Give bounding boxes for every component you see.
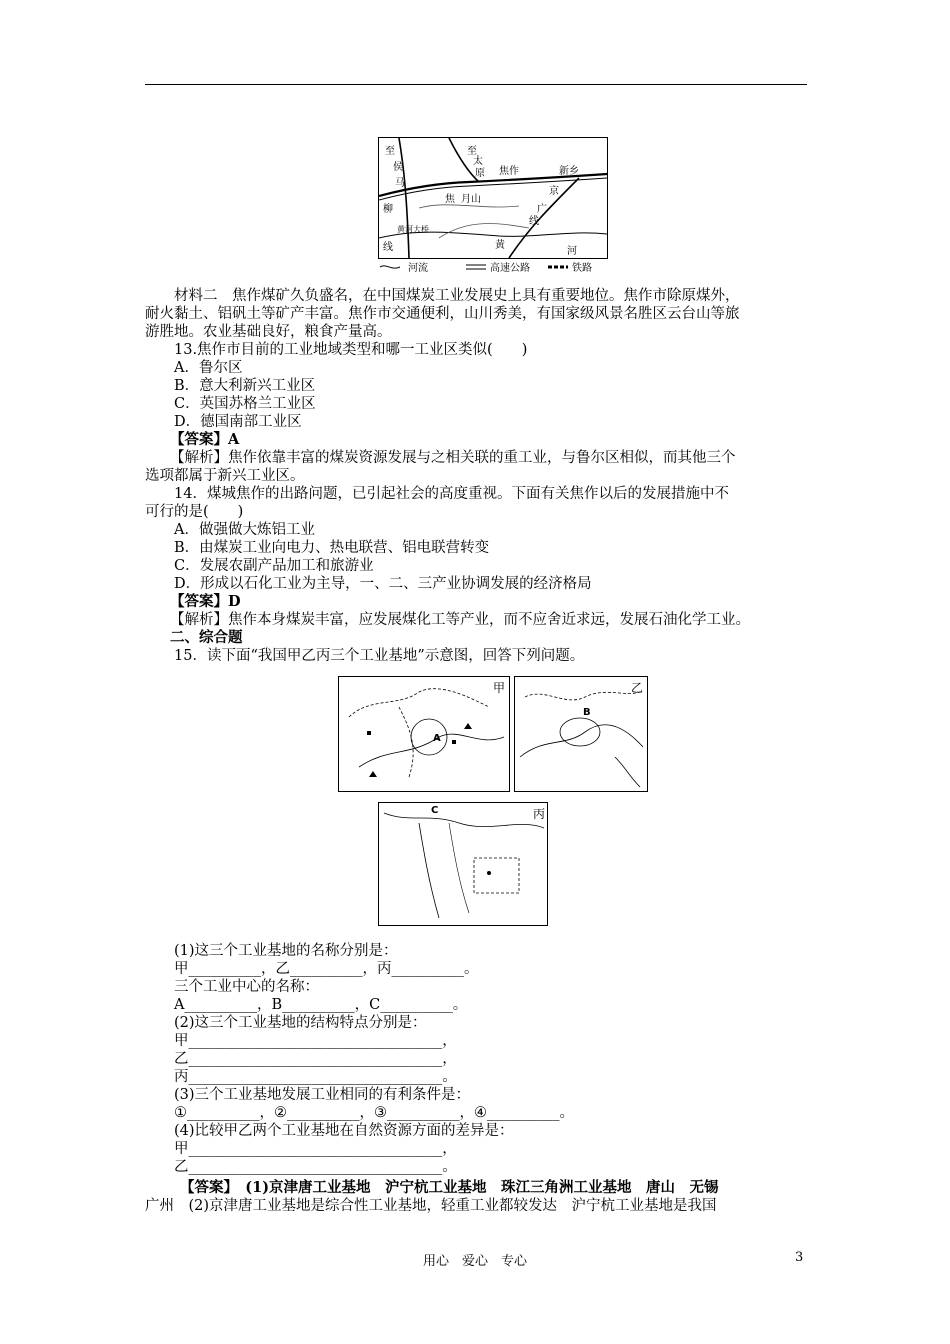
map-bing-center-c: C <box>431 805 439 816</box>
map1-label-13: 柳 <box>383 204 393 215</box>
q14-stem-2: 可行的是( ) <box>145 504 244 520</box>
q15-p1b: 三个工业中心的名称： <box>174 979 319 995</box>
q13-stem: 13.焦作市目前的工业地域类型和哪一工业区类似( ) <box>174 342 528 358</box>
map1-label-4: 太 <box>473 156 483 167</box>
map-jia-graphic <box>339 677 509 791</box>
q15-p3-blanks: ①__________，②__________，③__________，④__________。 <box>174 1105 574 1121</box>
q13-option-b: B．意大利新兴工业区 <box>174 378 316 394</box>
map1-label-7: 新乡 <box>559 166 579 177</box>
map-jia-center-a: A <box>433 733 441 744</box>
map1-label-5: 原 <box>475 168 485 179</box>
material2-line1: 材料二 焦作煤矿久负盛名，在中国煤炭工业发展史上具有重要地位。焦作市除原煤外， <box>174 288 740 304</box>
q15-p1-blanks: 甲__________，乙__________，丙__________。 <box>174 961 479 977</box>
q15-p4-yi: 乙___________________________________。 <box>174 1159 457 1175</box>
map1-label-10: 月山 <box>461 194 481 205</box>
q14-analysis: 【解析】焦作本身煤炭丰富，应发展煤化工等产业，而不应舍近求远，发展石油化学工业。 <box>170 612 750 628</box>
map1-label-3: 至 <box>467 146 477 157</box>
map-yi-graphic <box>515 677 647 791</box>
legend-river: 河流 <box>408 263 428 274</box>
q13-answer: 【答案】A <box>170 431 240 448</box>
q15-p1: (1)这三个工业基地的名称分别是： <box>174 943 398 959</box>
map-bing <box>378 802 548 926</box>
q14-option-d: D．形成以石化工业为主导，一、二、三产业协调发展的经济格局 <box>174 576 592 592</box>
map1-label-8: 京 <box>549 186 559 197</box>
q14-option-c: C．发展农副产品加工和旅游业 <box>174 558 374 574</box>
material2-line2: 耐火黏土、铝矾土等矿产丰富。焦作市交通便利，山川秀美，有国家级风景名胜区云台山等旅 <box>145 306 740 322</box>
q13-option-c: C．英国苏格兰工业区 <box>174 396 316 412</box>
legend-railway: 铁路 <box>572 263 592 274</box>
q13-analysis-2: 选项都属于新兴工业区。 <box>145 468 305 484</box>
q15-p2-yi: 乙___________________________________， <box>174 1051 457 1067</box>
q14-stem-1: 14．煤城焦作的出路问题，已引起社会的高度重视。下面有关焦作以后的发展措施中不 <box>174 486 729 502</box>
q15-p4: (4)比较甲乙两个工业基地在自然资源方面的差异是： <box>174 1123 514 1139</box>
map1-label-1: 侯 <box>393 162 403 173</box>
map-yi <box>514 676 648 792</box>
map-jia-title: 甲 <box>492 681 505 695</box>
q13-option-d: D．德国南部工业区 <box>174 414 302 430</box>
map1-label-17: 河 <box>567 246 577 257</box>
q14-answer: 【答案】D <box>170 593 241 610</box>
map-bing-graphic <box>379 803 547 925</box>
map-yi-center-b: B <box>583 707 591 718</box>
page-number: 3 <box>795 1250 804 1265</box>
q14-option-a: A．做强做大炼铝工业 <box>174 522 315 538</box>
map1-label-14: 黄河大桥 <box>397 225 429 234</box>
map1-label-12: 线 <box>529 216 539 227</box>
q15-stem: 15．读下面“我国甲乙丙三个工业基地”示意图，回答下列问题。 <box>174 648 585 664</box>
q15-p3: (3)三个工业基地发展工业相同的有利条件是： <box>174 1087 471 1103</box>
page-footer: 用心 爱心 专心 <box>422 1254 527 1269</box>
legend-highway: 高速公路 <box>490 263 530 274</box>
q15-p2: (2)这三个工业基地的结构特点分别是： <box>174 1015 427 1031</box>
material2-line3: 游胜地。农业基础良好，粮食产量高。 <box>145 324 392 340</box>
map1-label-15: 线 <box>383 242 393 253</box>
q15-p4-jia: 甲___________________________________， <box>174 1141 457 1157</box>
map1-label-16: 黄 <box>495 240 505 251</box>
map1-label-2: 马 <box>395 178 405 189</box>
q15-answer-1: 【答案】 (1)京津唐工业基地 沪宁杭工业基地 珠江三角洲工业基地 唐山 无锡 <box>180 1179 719 1196</box>
map-bing-title: 丙 <box>532 807 545 821</box>
q15-p2-jia: 甲___________________________________， <box>174 1033 457 1049</box>
q13-analysis-1: 【解析】焦作依靠丰富的煤炭资源发展与之相关联的重工业，与鲁尔区相似，而其他三个 <box>170 450 736 466</box>
map1-label-9: 焦 <box>445 194 455 205</box>
jiaozuo-map <box>378 137 608 259</box>
q14-option-b: B．由煤炭工业向电力、热电联营、铝电联营转变 <box>174 540 490 556</box>
map-yi-title: 乙 <box>630 681 643 695</box>
map1-label-0: 至 <box>385 146 395 157</box>
header-rule <box>145 84 807 85</box>
q15-answer-2: 广州 (2)京津唐工业基地是综合性工业基地，轻重工业都较发达 沪宁杭工业基地是我国 <box>145 1198 717 1214</box>
jiaozuo-map-graphic <box>379 138 607 258</box>
section-2-title: 二、综合题 <box>170 629 243 646</box>
q15-p2-bing: 丙___________________________________。 <box>174 1069 457 1085</box>
map-jia <box>338 676 510 792</box>
q15-p1b-blanks: A__________，B__________，C__________。 <box>174 997 468 1013</box>
q13-option-a: A．鲁尔区 <box>174 360 243 376</box>
map1-label-6: 焦作 <box>499 166 519 177</box>
map1-label-11: 广 <box>537 204 547 215</box>
